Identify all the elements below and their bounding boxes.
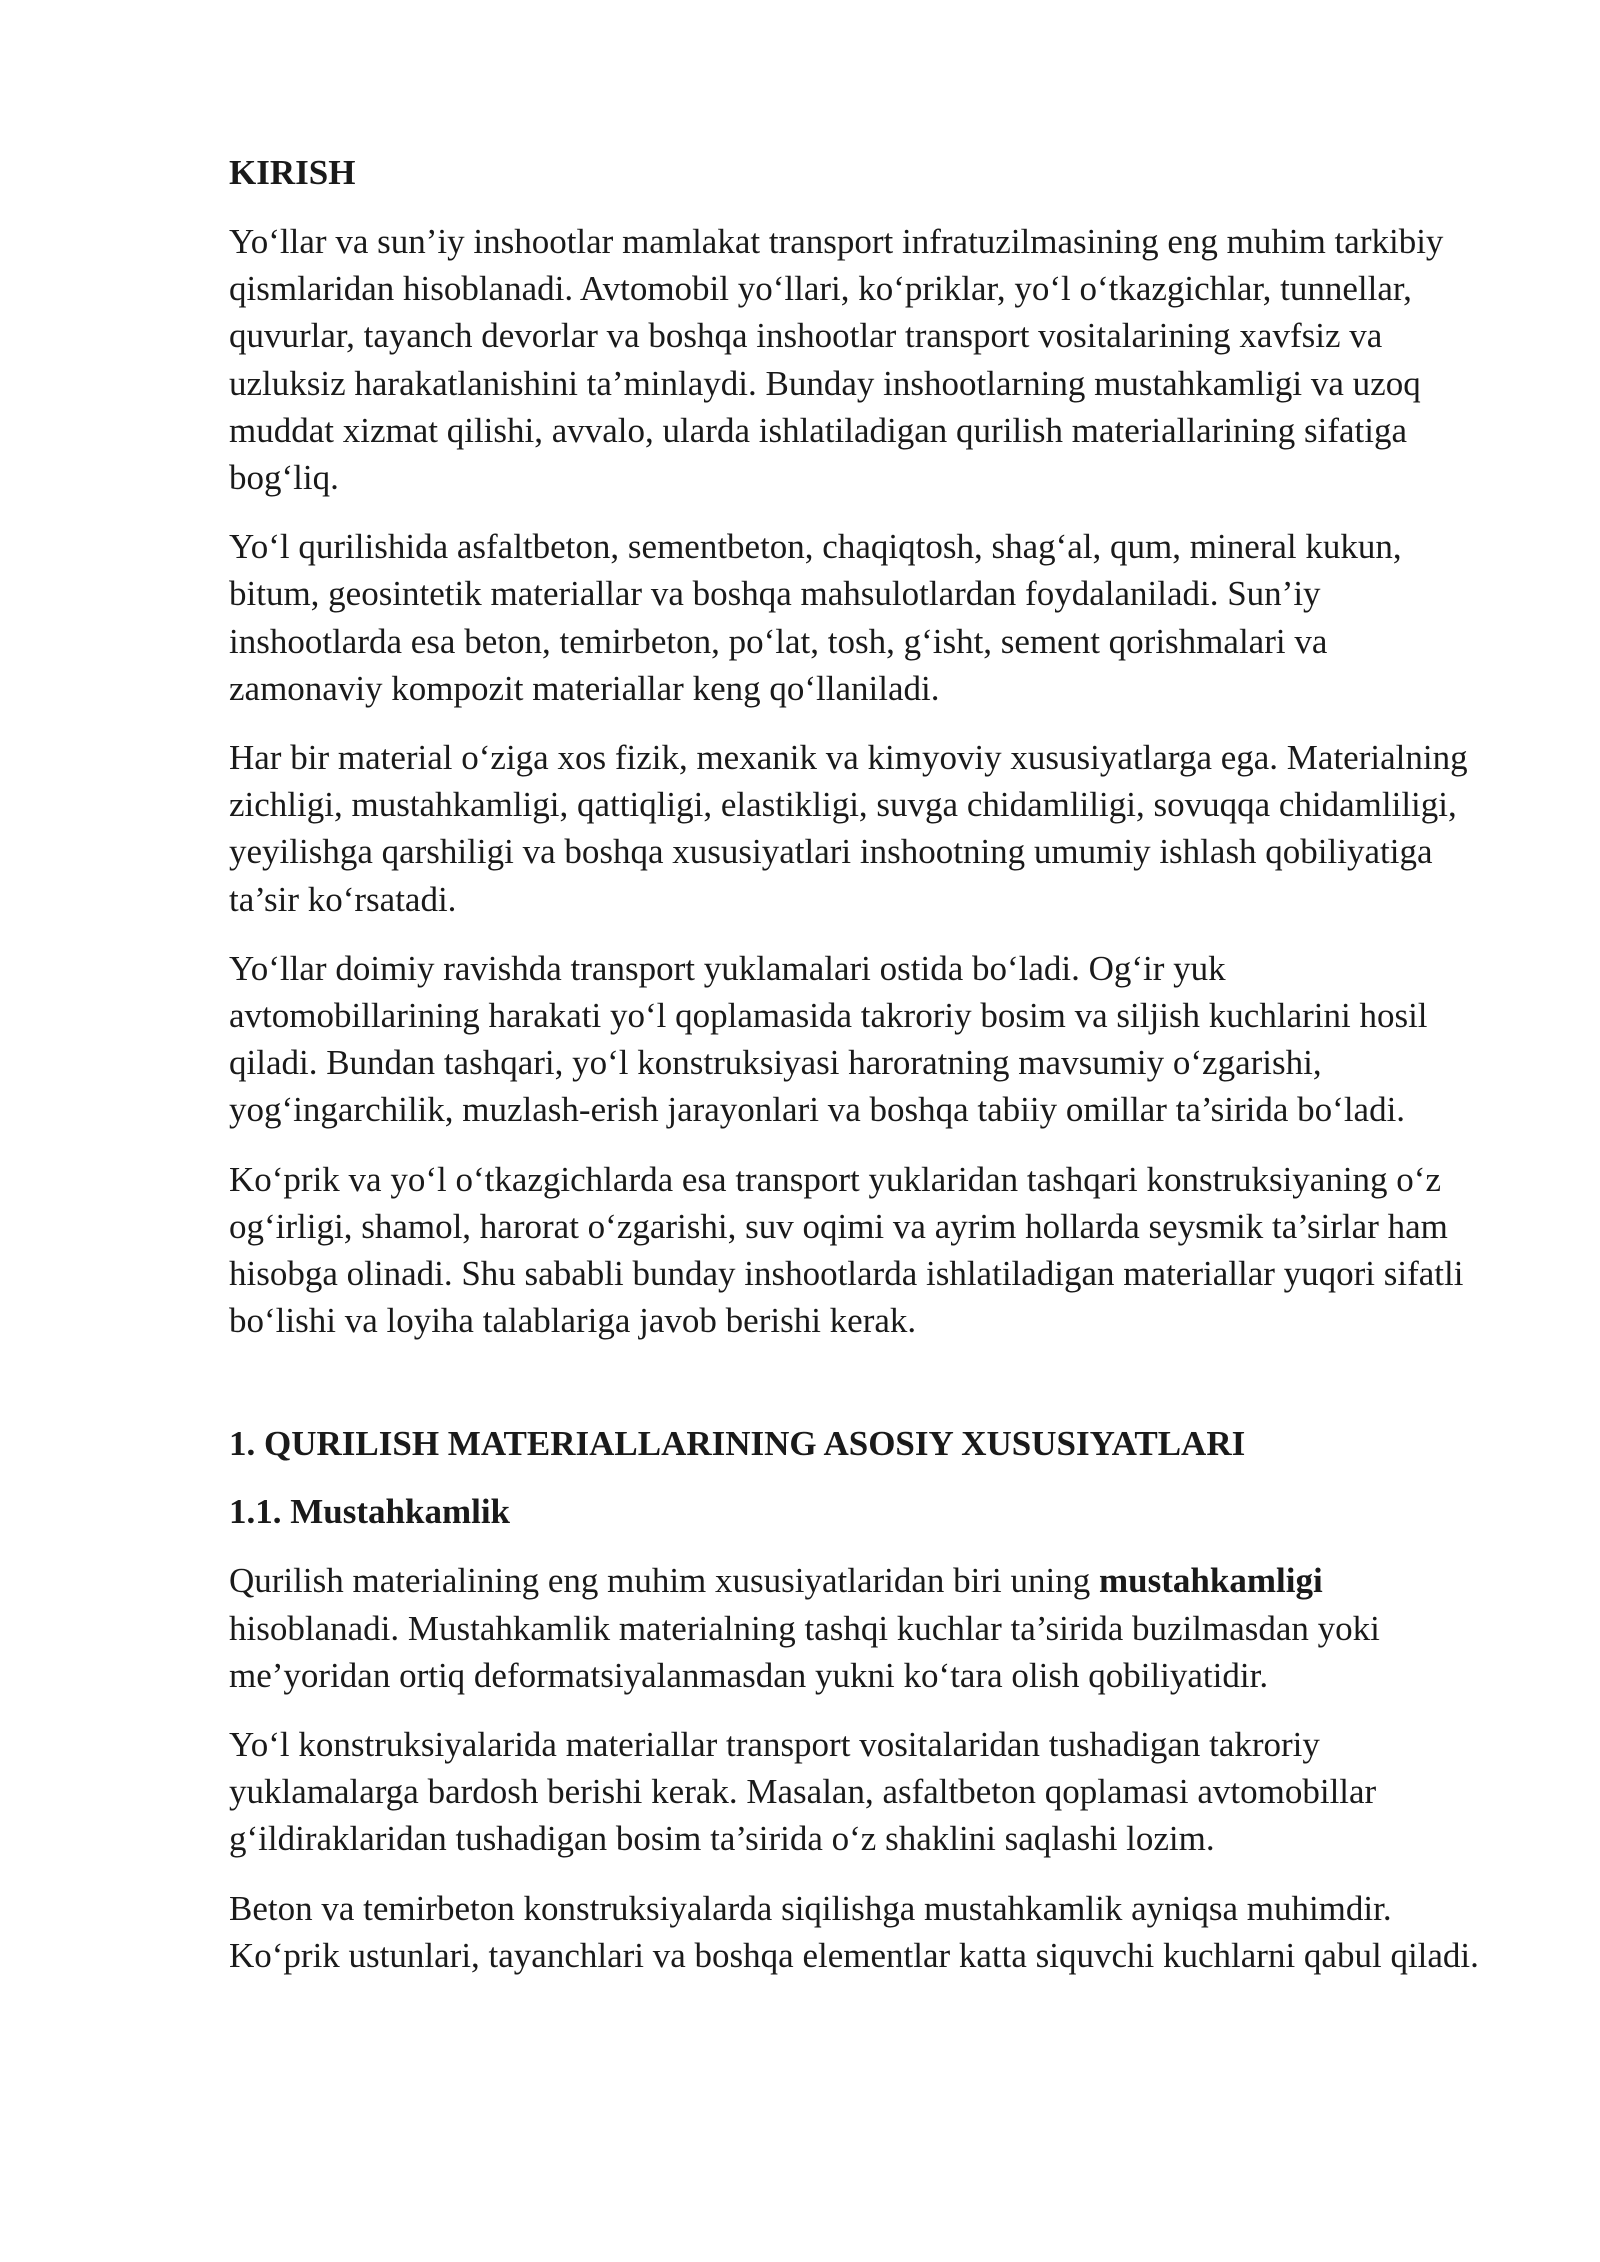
intro-paragraph-2: Yo‘l qurilishida asfaltbeton, sementbeton, chaqiqtosh, shag‘al, qum, mineral kukun, bitum, geosintetik materiallar va boshqa mahsulotlardan foydalaniladi. Sun’iy inshootlarda esa beton, temirbeton, po‘lat, tosh, g‘isht, sement qorishmalari va zamonaviy kompozit materiallar keng qo‘llaniladi.: [229, 527, 1402, 708]
paragraph-text: hisoblanadi. Mustahkamlik materialning tashqi kuchlar ta’sirida buzilmasdan yoki me’yoridan ortiq deformatsiyalanmasdan yukni ko‘tara olish qobiliyatidir.: [229, 1608, 1380, 1695]
section-heading: 1. QURILISH MATERIALLARINING ASOSIY XUSUSIYATLARI: [229, 1424, 1246, 1464]
intro-heading: KIRISH: [229, 153, 356, 192]
section-spacer: [229, 1366, 1480, 1421]
intro-paragraph-5: Ko‘prik va yo‘l o‘tkazgichlarda esa transport yuklaridan tashqari konstruksiyaning o‘z og‘irligi, shamol, harorat o‘zgarishi, suv oqimi va ayrim hollarda seysmik ta’sirlar ham hisobga olinadi. Shu sababli bunday inshootlarda ishlatiladigan materiallar yuqori sifatli bo‘lishi va loyiha talablariga javob berishi kerak.: [229, 1159, 1464, 1341]
subsection-heading: 1.1. Mustahkamlik: [229, 1492, 511, 1532]
bold-term: mustahkamligi: [1099, 1561, 1323, 1601]
intro-paragraph-3: Har bir material o‘ziga xos fizik, mexanik va kimyoviy xususiyatlarga ega. Materialning zichligi, mustahkamligi, qattiqligi, elastikligi, suvga chidamliligi, sovuqqa chidamliligi, yeyilishga qarshiligi va boshqa xususiyatlari inshootning umumiy ishlash qobiliyatiga ta’sir ko‘rsatadi.: [229, 738, 1468, 919]
section-paragraph-1: [229, 1557, 1480, 1699]
intro-paragraph-1: Yo‘llar va sun’iy inshootlar mamlakat transport infratuzilmasining eng muhim tarkibiy qismlaridan hisoblanadi. Avtomobil yo‘llari, ko‘priklar, yo‘l o‘tkazgichlar, tunnellar, quvurlar, tayanch devorlar va boshqa inshootlar transport vositalarining xavfsiz va uzluksiz harakatlanishini ta’minlaydi. Bunday inshootlarning mustahkamligi va uzoq muddat xizmat qilishi, avvalo, ularda ishlatiladigan qurilish materiallarining sifatiga bog‘liq.: [229, 222, 1444, 498]
intro-paragraph-4: Yo‘llar doimiy ravishda transport yuklamalari ostida bo‘ladi. Og‘ir yuk avtomobillarining harakati yo‘l qoplamasida takroriy bosim va siljish kuchlarini hosil qiladi. Bundan tashqari, yo‘l konstruksiyasi haroratning mavsumiy o‘zgarishi, yog‘ingarchilik, muzlash-erish jarayonlari va boshqa tabiiy omillar ta’sirida bo‘ladi.: [229, 948, 1428, 1130]
section-paragraph-3: Beton va temirbeton konstruksiyalarda siqilishga mustahkamlik ayniqsa muhimdir. Ko‘prik ustunlari, tayanchlari va boshqa elementlar katta siquvchi kuchlarni qabul qiladi.: [229, 1888, 1479, 1975]
section-paragraph-2: Yo‘l konstruksiyalarida materiallar transport vositalaridan tushadigan takroriy yuklamalarga bardosh berishi kerak. Masalan, asfaltbeton qoplamasi avtomobillar g‘ildiraklaridan tushadigan bosim ta’sirida o‘z shaklini saqlashi lozim.: [229, 1725, 1377, 1859]
paragraph-text: Qurilish materialining eng muhim xususiyatlaridan biri uning: [229, 1561, 1100, 1601]
